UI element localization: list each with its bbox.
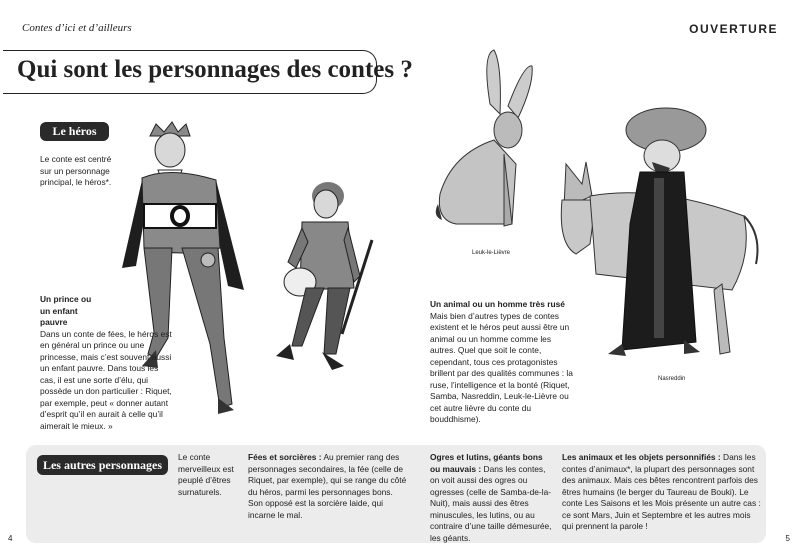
page-number-left: 4 [8,534,13,543]
fairies-heading: Fées et sorcières : [248,452,322,462]
fairies-text: Au premier rang des personnages secondaires, la fée (celle de Riquet, par exemple), qui se range du côté du héros, parmi les personnages bons. Son opposé est la sorcière laide, qui incarne le mal. [248,452,407,520]
others-col-ogres [430,452,554,544]
page-title-box [3,50,413,94]
hare-illustration [432,44,542,244]
animal-section [430,299,578,426]
animal-body: Mais bien d’autres types de contes existent et le héros peut aussi être un animal ou un homme comme les autres. Quel que soit le conte, cependant, tous ces protagonistes brillent par des qualités communes : la ruse, l’intelligence et la bonté (Riquet, Samba, Nasreddin, Leuk-le-Lièvre ou cet autre lièvre du conte du bouddhisme). [430,310,573,424]
others-intro: Le conte merveilleux est peuplé d’êtres surnaturels. [178,452,234,497]
ogres-text: Dans les contes, on voit aussi des ogres ou ogresses (celle de Samba-de-la-Nuit), mais aussi des êtres minuscules, les lutins, ou au contraire d’une taille démesurée, les géants. [430,463,552,543]
hero-section [40,294,172,432]
series-title: Contes d’ici et d’ailleurs [22,22,132,34]
others-col-fairies [248,452,408,521]
others-col-animals [562,452,762,533]
boy-illustration [262,178,380,380]
page-title: Qui sont les personnages des contes ? [17,56,413,83]
others-label: Les autres personnages [37,455,168,475]
section-label: OUVERTURE [689,22,778,36]
page-number-right: 5 [785,534,790,543]
hare-caption: Leuk-le-Lièvre [472,250,511,256]
hero-sub-title: Un prince ou un enfant pauvre [40,294,92,327]
animal-sub-title: Un animal ou un homme très rusé [430,299,565,309]
nasreddin-caption: Nasreddin [658,376,686,382]
hero-label: Le héros [40,122,109,141]
nasreddin-illustration [556,104,766,366]
animals-heading: Les animaux et les objets personnifiés : [562,452,721,462]
animals-text: Dans les contes d’animaux*, la plupart des personnages sont des animaux. Mais ces bêtes rencontrent parfois des êtres humains (le berger du Taureau de Bouki). Le conte Les Saisons et les Mois présente un autre cas : ce sont Mars, Juin et Septembre et les autres mois qui prennent la parole ! [562,452,761,531]
ogres-heading: Ogres et lutins, géants bons ou mauvais : [430,452,543,474]
hero-body: Dans un conte de fées, le héros est en général un prince ou une princesse, mais c’est souvent aussi un enfant pauvre. Dans tous les cas, il est une sorte d’élu, qui possède un don particulier : Riquet, par exemple, peut « donner autant d’esprit qu’il en aurait à celle qu’il aimerait le mieux. » [40,328,172,431]
hero-intro: Le conte est centré sur un personnage principal, le héros*. [40,154,112,187]
